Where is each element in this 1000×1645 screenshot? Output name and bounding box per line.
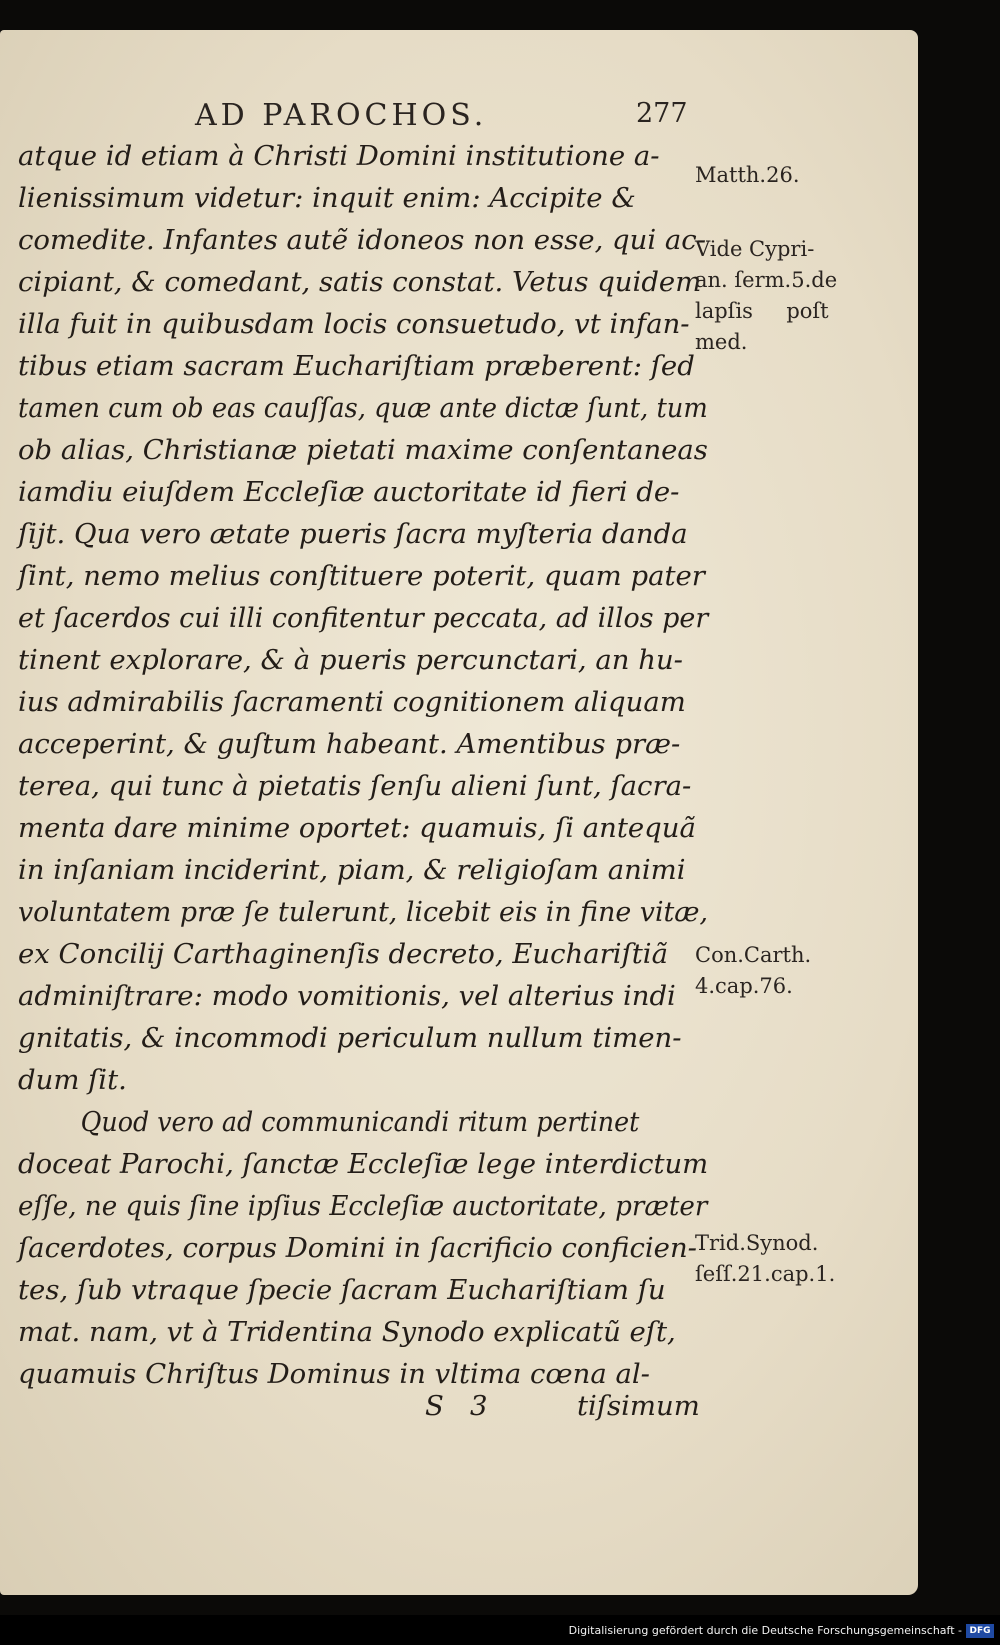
text-line: lienissimum videtur: inquit enim: Accipite & xyxy=(18,182,636,214)
text-line: tinent explorare, & à pueris percunctari, an hu- xyxy=(18,644,683,676)
catchword: tiſsimum xyxy=(577,1390,700,1422)
text-line: tibus etiam sacram Euchariſtiam præberent: ſed xyxy=(18,350,695,382)
text-line: ob alias, Christianæ pietati maxime conſentaneas xyxy=(18,434,708,466)
text-line: eſſe, ne quis ſine ipſius Eccleſiæ auctoritate, præter xyxy=(18,1190,708,1222)
margin-note: Con.Carth. 4.cap.76. xyxy=(695,943,812,998)
margin-note: Trid.Synod. ſeſſ.21.cap.1. xyxy=(695,1231,836,1286)
running-head: AD PAROCHOS. xyxy=(195,98,488,133)
text-line: ſacerdotes, corpus Domini in ſacrificio conficien- xyxy=(18,1232,697,1264)
text-line: voluntatem præ ſe tulerunt, licebit eis in fine vitæ, xyxy=(18,896,709,928)
text-line: dum ſit. xyxy=(18,1064,127,1096)
text-line: acceperint, & guſtum habeant. Amentibus præ- xyxy=(18,728,681,760)
signature-mark: S xyxy=(425,1390,444,1422)
text-line: illa fuit in quibusdam locis consuetudo, vt infan- xyxy=(18,308,690,340)
text-line: iamdiu eiuſdem Eccleſiæ auctoritate id fieri de- xyxy=(18,476,680,508)
footer-credit: Digitalisierung gefördert durch die Deutsche Forschungsgemeinschaft - xyxy=(568,1624,962,1637)
text-line: mat. nam, vt à Tridentina Synodo explicatũ eſt, xyxy=(18,1316,676,1348)
text-line: quamuis Chriſtus Dominus in vltima cœna al- xyxy=(18,1358,650,1390)
text-line: Quod vero ad communicandi ritum pertinet xyxy=(80,1106,640,1138)
text-line: ſijt. Qua vero ætate pueris ſacra myſteria danda xyxy=(18,518,688,550)
text-line: gnitatis, & incommodi periculum nullum timen- xyxy=(18,1022,682,1054)
text-line: ius admirabilis ſacramenti cognitionem aliquam xyxy=(18,686,686,718)
signature-number: 3 xyxy=(470,1390,488,1422)
text-line: doceat Parochi, ſanctæ Eccleſiæ lege interdictum xyxy=(18,1148,709,1180)
margin-note: Matth.26. xyxy=(695,163,800,187)
text-line: in inſaniam inciderint, piam, & religioſam animi xyxy=(18,854,686,886)
text-line: cipiant, & comedant, satis constat. Vetus quidem xyxy=(18,266,702,298)
text-line: comedite. Infantes autẽ idoneos non esse, qui ac- xyxy=(18,224,706,256)
margin-note: Vide Cypri- an. ſerm.5.de lapſis poſt med. xyxy=(695,237,838,354)
text-line: et ſacerdos cui illi confitentur peccata, ad illos per xyxy=(18,602,709,634)
dfg-logo: DFG xyxy=(966,1624,994,1638)
body-text xyxy=(18,135,708,1395)
text-line: tes, ſub vtraque ſpecie ſacram Euchariſtiam ſu xyxy=(18,1274,666,1306)
text-line: adminiſtrare: modo vomitionis, vel alterius indi xyxy=(18,980,676,1012)
text-line: atque id etiam à Christi Domini institutione a- xyxy=(18,140,660,172)
page-number: 277 xyxy=(636,98,688,129)
text-line: terea, qui tunc à pietatis ſenſu alieni ſunt, ſacra- xyxy=(18,770,692,802)
text-line: ſint, nemo melius conſtituere poterit, quam pater xyxy=(18,560,705,592)
text-line: ex Concilij Carthaginenſis decreto, Euchariſtiã xyxy=(18,938,668,970)
text-line: tamen cum ob eas cauſſas, quæ ante dictæ ſunt, tum xyxy=(18,392,708,424)
text-line: menta dare minime oportet: quamuis, ſi antequã xyxy=(18,812,696,844)
